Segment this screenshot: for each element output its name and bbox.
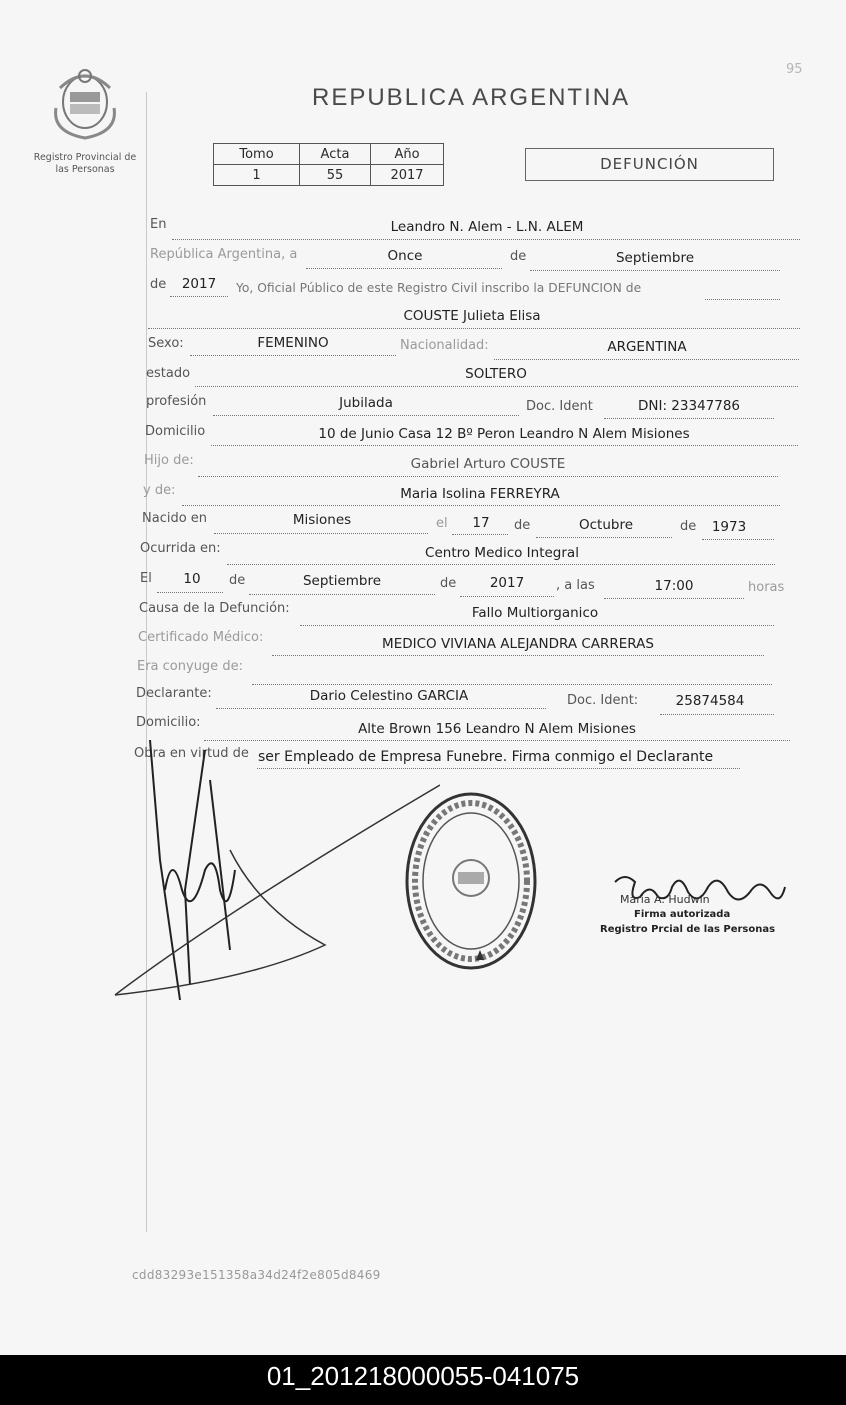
ocurrida-value: Centro Medico Integral	[425, 545, 579, 561]
label-sexo: Sexo:	[148, 336, 184, 351]
label-de-5: de	[229, 573, 246, 588]
dotted-line	[227, 564, 775, 565]
footer-document-id: 01_201218000055-041075	[0, 1355, 846, 1405]
label-nacionalidad: Nacionalidad:	[400, 338, 489, 353]
label-ocurrida-en: Ocurrida en:	[140, 541, 221, 556]
dotted-line	[272, 655, 764, 656]
label-horas: horas	[748, 580, 785, 595]
authorized-stamp-line-1: Firma autorizada	[634, 909, 731, 920]
dotted-line	[148, 328, 800, 329]
birth-day-value: 17	[472, 515, 490, 531]
acta-value-anio: 2017	[371, 165, 444, 186]
label-en: En	[150, 217, 167, 232]
label-domicilio-2: Domicilio:	[136, 715, 201, 730]
label-causa: Causa de la Defunción:	[139, 601, 290, 616]
declarante-domicilio-value: Alte Brown 156 Leandro N Alem Misiones	[358, 721, 636, 737]
label-republica: República Argentina, a	[150, 247, 298, 262]
authorized-stamp-line-2: Registro Prcial de las Personas	[600, 924, 776, 935]
acta-table-value-row	[214, 165, 444, 186]
birth-month-value: Octubre	[578, 517, 634, 533]
label-de-6: de	[440, 576, 457, 591]
label-de-2: de	[150, 277, 167, 292]
label-de-3: de	[514, 518, 531, 533]
dotted-line	[460, 596, 554, 597]
dotted-line	[214, 533, 428, 534]
page-title: REPUBLICA ARGENTINA	[312, 84, 631, 111]
dotted-line	[530, 270, 780, 271]
dotted-line	[195, 386, 798, 387]
dotted-line	[452, 534, 508, 535]
dotted-line	[252, 684, 772, 685]
place-value: Leandro N. Alem - L.N. ALEM	[390, 219, 584, 235]
acta-header-anio: Año	[371, 144, 444, 165]
dotted-line	[190, 355, 396, 356]
label-obra: Obra en virtud de	[134, 746, 249, 761]
authorized-name: Maria A. Hudwin	[620, 893, 710, 906]
year-value: 2017	[181, 276, 217, 292]
day-word-value: Once	[387, 248, 423, 264]
madre-value: Maria Isolina FERREYRA	[400, 486, 560, 502]
dotted-line	[249, 594, 435, 595]
acta-header-acta: Acta	[300, 144, 371, 165]
certificado-value: MEDICO VIVIANA ALEJANDRA CARRERAS	[382, 636, 654, 652]
acta-table-header-row	[214, 144, 444, 165]
profesion-value: Jubilada	[339, 395, 393, 411]
label-domicilio: Domicilio	[145, 424, 206, 439]
acta-header-tomo: Tomo	[214, 144, 300, 165]
deceased-name-value: COUSTE Julieta Elisa	[403, 308, 541, 324]
nacido-en-value: Misiones	[292, 512, 352, 528]
declarante-signature	[110, 740, 440, 1030]
label-profesion: profesión	[146, 394, 207, 409]
dotted-line	[198, 476, 778, 477]
nacionalidad-value: ARGENTINA	[607, 339, 687, 355]
registry-caption	[22, 152, 148, 176]
dotted-line	[604, 598, 744, 599]
declarante-value: Dario Celestino GARCIA	[309, 688, 469, 704]
month-value: Septiembre	[615, 250, 695, 266]
death-year-value: 2017	[489, 575, 525, 591]
label-de-1: de	[510, 249, 527, 264]
dotted-line	[211, 445, 798, 446]
document-type-box: DEFUNCIÓN	[525, 148, 774, 181]
acta-table	[213, 143, 444, 186]
dotted-line	[660, 714, 774, 715]
official-seal	[402, 788, 540, 974]
page-number: 95	[786, 62, 803, 77]
acta-value-tomo: 1	[214, 165, 300, 186]
dotted-line	[216, 708, 546, 709]
registry-line-2: las Personas	[55, 164, 115, 175]
label-y-de: y de:	[143, 483, 176, 498]
doc-ident-value: DNI: 23347786	[637, 398, 741, 414]
dotted-line	[705, 299, 780, 300]
dotted-line	[172, 239, 800, 240]
declarante-doc-value: 25874584	[675, 693, 745, 709]
label-a-las: , a las	[556, 578, 595, 593]
domicilio-value: 10 de Junio Casa 12 Bº Peron Leandro N Alem Misiones	[318, 426, 690, 442]
label-declarante: Declarante:	[136, 686, 212, 701]
dotted-line	[213, 415, 519, 416]
causa-value: Fallo Multiorganico	[471, 605, 599, 621]
acta-value-acta: 55	[300, 165, 371, 186]
label-estado: estado	[146, 366, 191, 381]
dotted-line	[604, 418, 774, 419]
dotted-line	[494, 359, 799, 360]
death-time-value: 17:00	[654, 578, 694, 594]
label-hijo-de: Hijo de:	[144, 453, 194, 468]
dotted-line	[182, 505, 780, 506]
label-doc-ident-2: Doc. Ident:	[567, 693, 639, 708]
dotted-line	[306, 268, 502, 269]
death-month-value: Septiembre	[302, 573, 382, 589]
dotted-line	[536, 537, 672, 538]
label-doc-ident: Doc. Ident	[526, 399, 593, 414]
dotted-line	[170, 296, 228, 297]
birth-year-value: 1973	[711, 519, 747, 535]
label-el-2: El	[140, 571, 152, 586]
dotted-line	[702, 539, 774, 540]
label-nacido-en: Nacido en	[142, 511, 208, 526]
death-day-value: 10	[183, 571, 201, 587]
document-hash: cdd83293e151358a34d24f2e805d8469	[132, 1268, 381, 1282]
estado-value: SOLTERO	[465, 366, 527, 382]
label-de-4: de	[680, 519, 697, 534]
coat-of-arms-emblem	[48, 58, 122, 142]
dotted-line	[300, 625, 774, 626]
label-conyuge: Era conyuge de:	[137, 659, 243, 674]
registry-line-1: Registro Provincial de	[33, 152, 137, 163]
label-yo-inscribo: Yo, Oficial Público de este Registro Civil inscribo la DEFUNCION de	[236, 281, 642, 295]
obra-value: ser Empleado de Empresa Funebre. Firma conmigo el Declarante	[258, 749, 714, 765]
dotted-line	[157, 592, 223, 593]
label-certificado: Certificado Médico:	[138, 630, 264, 645]
sexo-value: FEMENINO	[257, 335, 329, 351]
padre-value: Gabriel Arturo COUSTE	[410, 456, 566, 472]
label-el: el	[436, 516, 448, 531]
